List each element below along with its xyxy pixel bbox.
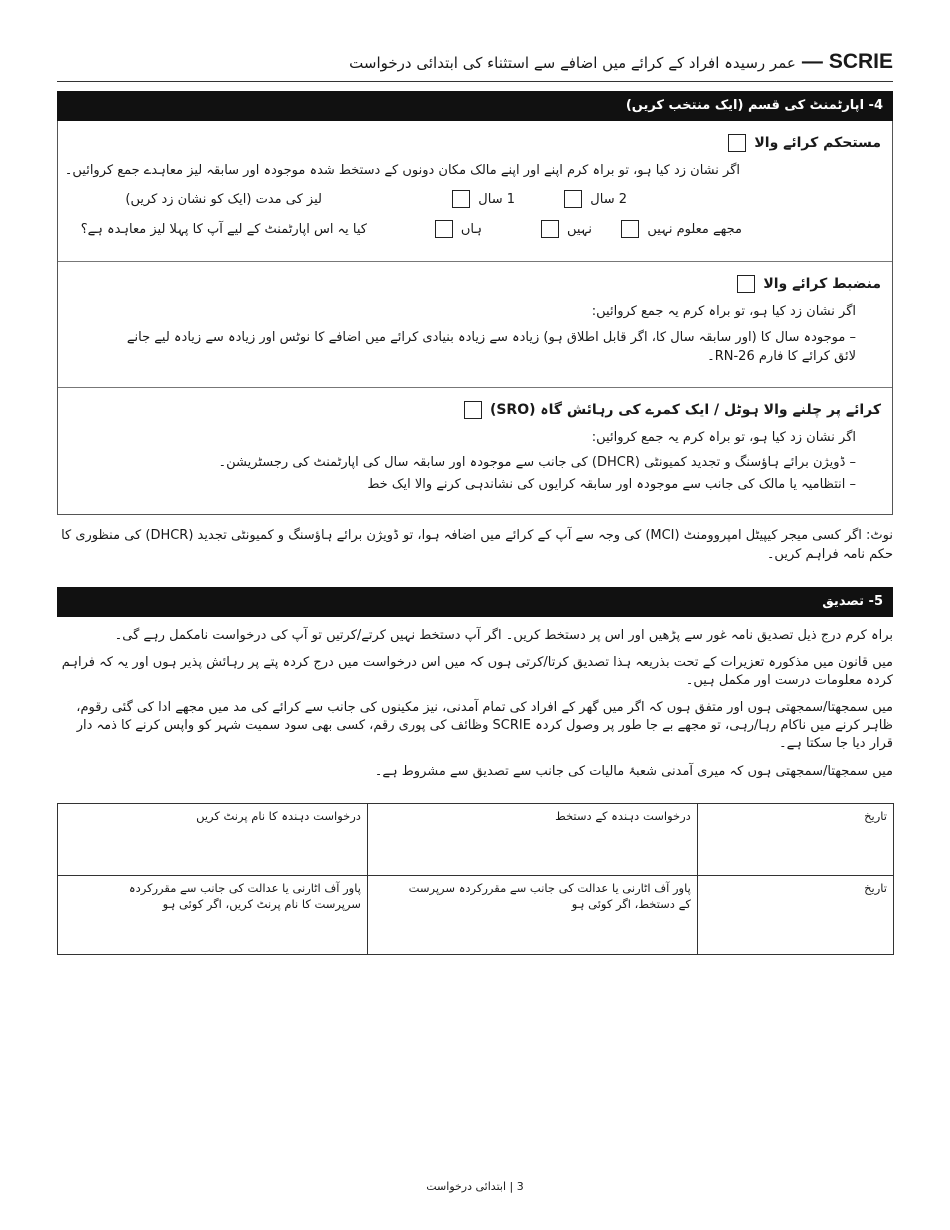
apartment-type-box bbox=[57, 121, 893, 515]
lease-1-year-label: 1 سال bbox=[478, 191, 515, 207]
rent-stabilized-block bbox=[58, 121, 892, 262]
section-5-header bbox=[57, 587, 893, 617]
certification-paragraph-3: میں سمجھتا/سمجھتی ہوں اور متفق ہوں کہ اگر میں گھر کے افراد کی تمام آمدنی، نیز مکینوں کی جانب سے کرائے کی مد میں مجھے ادا کی گئی رقوم، ظاہر کرنے میں ناکام رہا/رہی، تو مجھے بے جا طور پر وصول کردہ SCRIE وظائف کی پوری رقم، کسی بھی سود سمیت شہر کو واپس کرنے کا ذمہ دار قرار دیا جا سکتا ہے۔ bbox=[76, 700, 893, 751]
guardian-date-field[interactable] bbox=[697, 876, 893, 955]
first-lease-unknown-option[interactable] bbox=[621, 220, 742, 238]
hotel-sro-checkbox[interactable] bbox=[464, 401, 482, 419]
header-title bbox=[349, 50, 893, 74]
hotel-sro-option[interactable] bbox=[464, 401, 881, 419]
lease-1-year-checkbox[interactable] bbox=[452, 190, 470, 208]
rent-controlled-instruction: اگر نشان زد کیا ہو، تو براہ کرم یہ جمع کروائیں: bbox=[591, 304, 856, 319]
title-dash: — bbox=[801, 50, 823, 73]
applicant-signature-field[interactable] bbox=[367, 804, 697, 876]
guardian-name-label: پاور آف اٹارنی یا عدالت کی جانب سے مقررکردہ سرپرست کا نام پرنٹ کریں، اگر کوئی ہو bbox=[128, 881, 361, 911]
guardian-name-field[interactable] bbox=[58, 876, 368, 955]
rent-stabilized-title: مستحکم کرائے والا bbox=[754, 135, 881, 151]
mci-note: نوٹ: اگر کسی میجر کیپیٹل امپروومنٹ (MCI) کی وجہ سے آپ کے کرائے میں اضافہ ہوا، تو ڈویژن برائے ہاؤسنگ و کمیونٹی تجدید (DHCR) کی منظوری کا حکم نامہ فراہم کریں۔ bbox=[61, 528, 893, 562]
rent-stabilized-checkbox[interactable] bbox=[728, 134, 746, 152]
applicant-name-field[interactable] bbox=[58, 804, 368, 876]
applicant-signature-row bbox=[58, 804, 894, 876]
certification-paragraph-1: براہ کرم درج ذیل تصدیق نامہ غور سے پڑھیں اور اس پر دستخط کریں۔ اگر آپ دستخط نہیں کرتے/کرتیں تو آپ کی درخواست نامکمل رہے گی۔ bbox=[114, 628, 893, 643]
lease-2-year-label: 2 سال bbox=[590, 191, 627, 207]
rent-controlled-block bbox=[58, 262, 892, 388]
guardian-signature-label: پاور آف اٹارنی یا عدالت کی جانب سے مقررکردہ سرپرست کے دستخط، اگر کوئی ہو bbox=[408, 881, 691, 911]
applicant-name-label: درخواست دہندہ کا نام پرنٹ کریں bbox=[196, 809, 361, 823]
first-lease-no-checkbox[interactable] bbox=[541, 220, 559, 238]
section-4-title: 4- اپارٹمنٹ کی قسم (ایک منتخب کریں) bbox=[625, 98, 883, 113]
applicant-date-field[interactable] bbox=[697, 804, 893, 876]
guardian-signature-field[interactable] bbox=[367, 876, 697, 955]
hotel-sro-instruction: اگر نشان زد کیا ہو، تو براہ کرم یہ جمع کروائیں: bbox=[591, 430, 856, 445]
signature-table bbox=[57, 803, 894, 955]
page-number: 3 bbox=[516, 1180, 524, 1193]
rent-controlled-title: منضبط کرائے والا bbox=[763, 276, 881, 292]
first-lease-yes-checkbox[interactable] bbox=[435, 220, 453, 238]
footer-separator: | bbox=[509, 1180, 514, 1193]
lease-2-year-option[interactable] bbox=[564, 190, 627, 208]
brand-name: SCRIE bbox=[828, 50, 893, 73]
first-lease-unknown-label: مجھے معلوم نہیں bbox=[647, 221, 742, 237]
first-lease-yes-label: ہاں bbox=[460, 221, 482, 237]
guardian-date-label: تاریخ bbox=[864, 881, 887, 895]
first-lease-question: کیا یہ اس اپارٹمنٹ کے لیے آپ کا پہلا لیز معاہدہ ہے؟ bbox=[80, 222, 367, 237]
rent-controlled-option[interactable] bbox=[737, 275, 881, 293]
hotel-sro-title: کرائے پر چلنے والا ہوٹل / ایک کمرے کی رہائش گاہ (SRO) bbox=[489, 402, 881, 418]
certification-paragraph-2: میں قانون میں مذکورہ تعزیرات کے تحت بذریعہ ہذا تصدیق کرتا/کرتی ہوں کہ میں اس درخواست میں درج کردہ پتے پر رہائش پذیر ہوں اور یہ کہ فراہم کردہ معلومات درست اور مکمل ہیں۔ bbox=[61, 655, 893, 688]
page-subtitle: عمر رسیدہ افراد کے کرائے میں اضافے سے استثناء کی ابتدائی درخواست bbox=[349, 54, 796, 72]
footer-label: ابتدائی درخواست bbox=[426, 1180, 507, 1193]
hotel-sro-block bbox=[58, 388, 892, 513]
rent-stabilized-instruction: اگر نشان زد کیا ہو، تو براہ کرم اپنے اور اپنے مالک مکان دونوں کے دستخط شدہ موجودہ اور سابقہ لیز معاہدے جمع کروائیں۔ bbox=[64, 163, 740, 178]
rent-controlled-item-line2: لائق کرائے کا فارم RN-26۔ bbox=[707, 349, 856, 364]
section-5-title: 5- تصدیق bbox=[822, 594, 883, 609]
lease-term-label: لیز کی مدت (ایک کو نشان زد کریں) bbox=[125, 192, 322, 207]
first-lease-yes-option[interactable] bbox=[435, 220, 482, 238]
hotel-sro-item2: – انتظامیہ یا مالک کی جانب سے موجودہ اور سابقہ کرایوں کی نشاندہی کرنے والا ایک خط bbox=[367, 477, 856, 492]
hotel-sro-item1: – ڈویژن برائے ہاؤسنگ و تجدید کمیونٹی (DHCR) کی جانب سے موجودہ اور سابقہ سال کی اپارٹمنٹ کی رجسٹریشن۔ bbox=[218, 455, 856, 470]
rent-stabilized-option[interactable] bbox=[728, 134, 881, 152]
rent-controlled-item-line1: – موجودہ سال کا (اور سابقہ سال کا، اگر قابل اطلاق ہو) زیادہ سے زیادہ بنیادی کرائے میں اضافے کا نوٹس اور زیادہ سے زیادہ لیے جانے bbox=[126, 330, 856, 345]
page-footer bbox=[0, 1180, 950, 1193]
certification-paragraph-4: میں سمجھتا/سمجھتی ہوں کہ میری آمدنی شعبۂ مالیات کی جانب سے تصدیق سے مشروط ہے۔ bbox=[374, 764, 893, 779]
first-lease-no-option[interactable] bbox=[541, 220, 592, 238]
rent-controlled-checkbox[interactable] bbox=[737, 275, 755, 293]
lease-1-year-option[interactable] bbox=[452, 190, 515, 208]
applicant-date-label: تاریخ bbox=[864, 809, 887, 823]
page-header bbox=[57, 48, 893, 82]
first-lease-unknown-checkbox[interactable] bbox=[621, 220, 639, 238]
lease-2-year-checkbox[interactable] bbox=[564, 190, 582, 208]
first-lease-no-label: نہیں bbox=[566, 221, 592, 237]
guardian-signature-row bbox=[58, 876, 894, 955]
section-4-header bbox=[57, 91, 893, 121]
applicant-signature-label: درخواست دہندہ کے دستخط bbox=[555, 809, 691, 823]
